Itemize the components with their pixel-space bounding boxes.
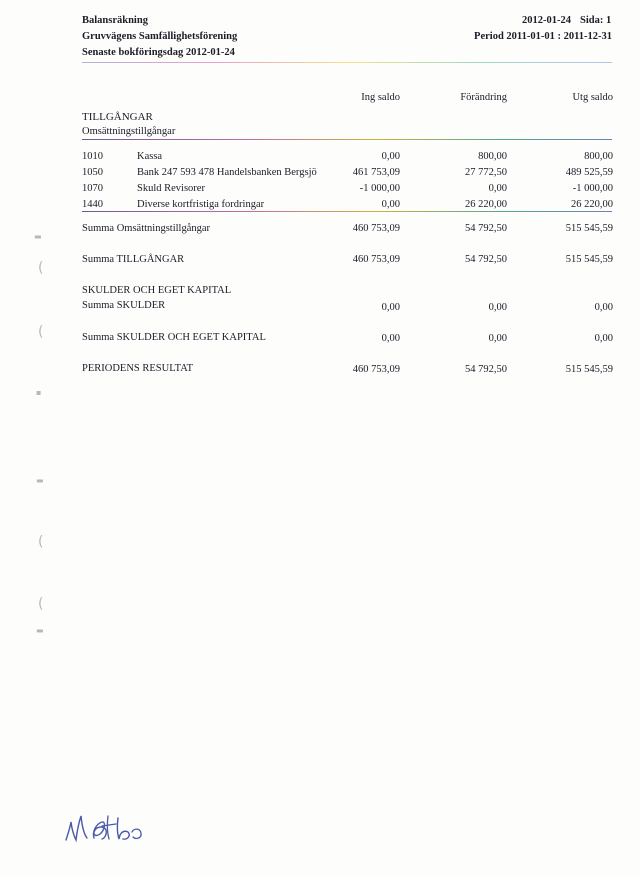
forandring-value: 0,00: [488, 183, 507, 194]
account-number: 1070: [82, 183, 103, 194]
section-current-assets-subheading: Omsättningstillgångar: [82, 126, 176, 137]
utg-saldo-value: 515 545,59: [565, 254, 613, 265]
scan-mark: ▬: [36, 476, 44, 485]
forandring-value: 26 220,00: [465, 199, 507, 210]
ing-saldo-value: 460 753,09: [352, 223, 400, 234]
forandring-value: 0,00: [488, 302, 507, 313]
col-forandring: Förändring: [460, 92, 507, 103]
account-name: Skuld Revisorer: [137, 183, 205, 194]
scan-mark: (: [38, 596, 44, 612]
account-name: Bank 247 593 478 Handelsbanken Bergsjö: [137, 167, 317, 178]
utg-saldo-value: 0,00: [594, 333, 613, 344]
ing-saldo-value: -1 000,00: [359, 183, 400, 194]
sum-label: Summa Omsättningstillgångar: [82, 223, 211, 234]
org-name: Gruvvägens Samfällighetsförening: [82, 31, 238, 42]
account-number: 1050: [82, 167, 103, 178]
sum-label: Summa SKULDER OCH EGET KAPITAL: [82, 332, 266, 343]
forandring-value: 54 792,50: [465, 223, 507, 234]
forandring-value: 54 792,50: [465, 254, 507, 265]
scan-mark: ▬: [36, 626, 44, 635]
scan-mark: (: [38, 534, 44, 550]
scan-mark: ▪: [36, 388, 42, 397]
ing-saldo-value: 460 753,09: [352, 364, 400, 375]
utg-saldo-value: 800,00: [584, 151, 613, 162]
ing-saldo-value: 0,00: [381, 302, 400, 313]
result-label: PERIODENS RESULTAT: [82, 363, 194, 374]
scan-mark: ▬: [34, 232, 42, 241]
scan-mark: (: [38, 324, 44, 340]
utg-saldo-value: 489 525,59: [565, 167, 613, 178]
sum-label: Summa SKULDER: [82, 300, 166, 311]
utg-saldo-value: -1 000,00: [572, 183, 613, 194]
utg-saldo-value: 0,00: [594, 302, 613, 313]
ing-saldo-value: 460 753,09: [352, 254, 400, 265]
col-ing-saldo: Ing saldo: [361, 92, 400, 103]
page-number: Sida: 1: [580, 15, 612, 26]
forandring-value: 800,00: [478, 151, 507, 162]
ing-saldo-value: 0,00: [381, 333, 400, 344]
col-utg-saldo: Utg saldo: [572, 92, 613, 103]
forandring-value: 0,00: [488, 333, 507, 344]
forandring-value: 27 772,50: [465, 167, 507, 178]
ing-saldo-value: 0,00: [381, 151, 400, 162]
ing-saldo-value: 0,00: [381, 199, 400, 210]
utg-saldo-value: 515 545,59: [565, 223, 613, 234]
header-rule: [82, 62, 612, 63]
scan-mark: (: [38, 260, 44, 276]
account-name: Kassa: [137, 151, 163, 162]
forandring-value: 54 792,50: [465, 364, 507, 375]
subheading-rule: [82, 139, 612, 140]
account-name: Diverse kortfristiga fordringar: [137, 199, 265, 210]
table-bottom-rule: [82, 211, 612, 212]
account-number: 1010: [82, 151, 103, 162]
handwritten-signature: [62, 808, 152, 848]
report-date: 2012-01-24: [522, 15, 571, 26]
ing-saldo-value: 461 753,09: [352, 167, 400, 178]
section-liabilities-heading: SKULDER OCH EGET KAPITAL: [82, 285, 232, 296]
report-period: Period 2011-01-01 : 2011-12-31: [474, 31, 612, 42]
sum-label: Summa TILLGÅNGAR: [82, 254, 185, 265]
last-entry-date: Senaste bokföringsdag 2012-01-24: [82, 47, 235, 58]
account-number: 1440: [82, 199, 103, 210]
section-assets-heading: TILLGÅNGAR: [82, 111, 153, 123]
utg-saldo-value: 26 220,00: [571, 199, 613, 210]
report-title: Balansräkning: [82, 15, 148, 26]
utg-saldo-value: 515 545,59: [565, 364, 613, 375]
